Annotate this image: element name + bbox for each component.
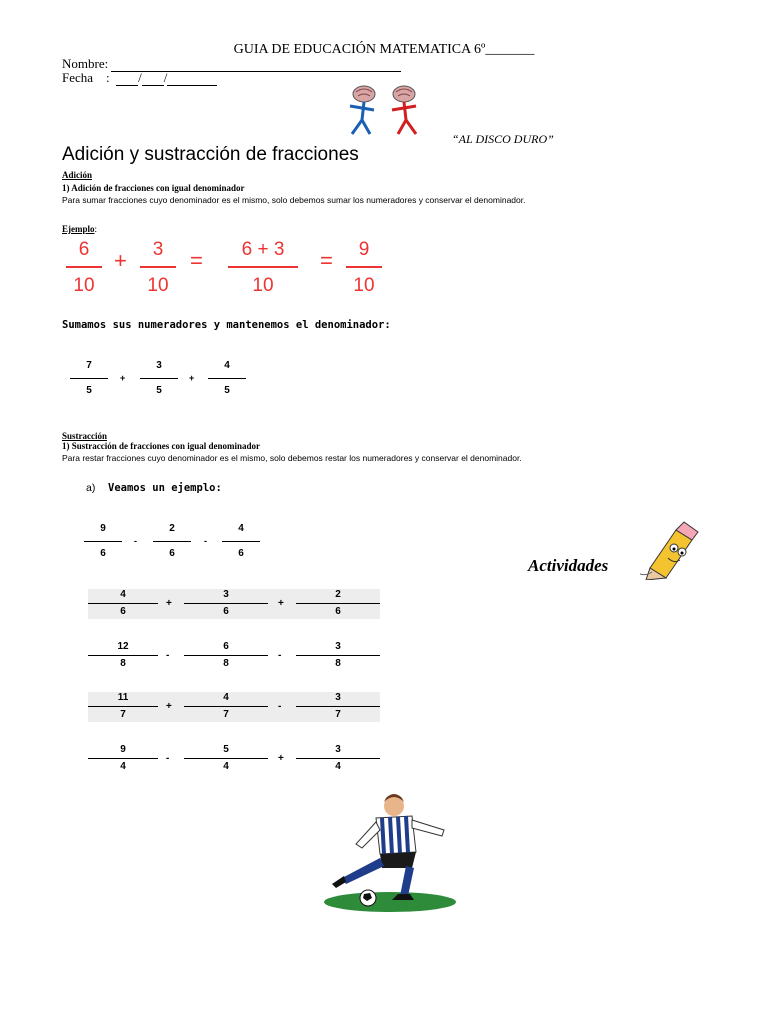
exercise-fraction — [222, 523, 260, 560]
denominator: 5 — [156, 385, 162, 396]
activity-fraction[interactable]: 5 4 — [184, 744, 268, 773]
activity-row — [88, 692, 380, 722]
plus-sign: + — [114, 248, 127, 273]
exercise-fraction — [140, 360, 178, 397]
date-separator: / — [138, 70, 142, 85]
numerator: 4 — [238, 523, 244, 534]
plus-sign: + — [278, 753, 284, 764]
date-year-field[interactable] — [167, 72, 217, 86]
example-fraction-3 — [228, 238, 298, 298]
activity-fraction[interactable]: 4 7 — [184, 692, 268, 721]
plus-sign: + — [166, 701, 172, 712]
activity-fraction[interactable]: 12 8 — [88, 641, 158, 670]
fraction-bar — [140, 378, 178, 379]
denominator: 6 — [238, 548, 244, 559]
exercise-fraction — [84, 523, 122, 560]
date-month-field[interactable] — [142, 72, 164, 86]
minus-sign: - — [134, 536, 137, 546]
activity-row — [88, 589, 380, 619]
activity-fraction[interactable]: 3 4 — [296, 744, 380, 773]
fraction-bar — [140, 266, 176, 268]
numerator: 7 — [86, 360, 92, 371]
numerator: 6 — [78, 239, 90, 260]
activity-fraction[interactable]: 4 6 — [88, 589, 158, 618]
addition-label: Adición — [62, 170, 93, 180]
plus-sign: + — [189, 373, 195, 383]
numerator: 9 — [100, 523, 106, 534]
fraction-bar — [346, 266, 382, 268]
addition-subtitle: 1) Adición de fracciones con igual denominador — [62, 183, 245, 193]
example-label-row: Ejemplo: — [62, 224, 98, 234]
fraction-bar — [153, 541, 191, 542]
denominator: 10 — [353, 275, 375, 296]
date-row — [62, 70, 217, 86]
name-label: Nombre: — [62, 56, 112, 71]
motto: “AL DISCO DURO” — [452, 132, 554, 146]
minus-sign: - — [166, 650, 170, 661]
addition-explanation: Para sumar fracciones cuyo denominador es el mismo, solo debemos sumar los numeradores y conservar el denominador. — [62, 195, 526, 205]
date-label: Fecha : — [62, 70, 117, 85]
fraction-bar — [208, 378, 246, 379]
fraction-bar — [66, 266, 102, 268]
plus-sign: + — [120, 373, 126, 383]
denominator: 10 — [252, 275, 274, 296]
activity-fraction[interactable]: 2 6 — [296, 589, 380, 618]
numerator: 4 — [224, 360, 230, 371]
subtraction-explanation: Para restar fracciones cuyo denominador es el mismo, solo debemos restar los numeradores y conservar el denominador. — [62, 453, 522, 463]
exercise-fraction — [153, 523, 191, 560]
denominator: 5 — [86, 385, 92, 396]
activity-fraction[interactable]: 11 7 — [88, 692, 158, 721]
activity-fraction[interactable]: 3 6 — [184, 589, 268, 618]
numerator: 3 — [152, 239, 164, 260]
plus-sign: + — [166, 598, 172, 609]
minus-sign: - — [204, 536, 207, 546]
numerator: 6 + 3 — [241, 239, 285, 260]
subtraction-example-label: Veamos un ejemplo: — [108, 482, 222, 494]
activity-fraction[interactable]: 9 4 — [88, 744, 158, 773]
minus-sign: - — [166, 753, 170, 764]
numerator: 3 — [156, 360, 162, 371]
minus-sign: - — [278, 650, 282, 661]
numerator: 2 — [169, 523, 175, 534]
fraction-bar — [228, 266, 298, 268]
date-day-field[interactable] — [116, 72, 138, 86]
activity-row — [88, 641, 380, 671]
denominator: 10 — [73, 275, 95, 296]
denominator: 6 — [100, 548, 106, 559]
soccer-player-icon — [322, 792, 464, 914]
worksheet-title: GUIA DE EDUCACIÓN MATEMATICA 6º_______ — [233, 42, 535, 57]
brain-stick-figures-icon — [340, 84, 440, 140]
list-marker: a) — [86, 482, 96, 494]
subtraction-subtitle: 1) Sustracción de fracciones con igual denominador — [62, 441, 260, 451]
fraction-bar — [84, 541, 122, 542]
equals-sign: = — [320, 248, 333, 273]
exercise-fraction — [208, 360, 246, 397]
activities-title: Actividades — [528, 556, 609, 575]
pencil-mascot-icon — [636, 518, 708, 580]
subtraction-label: Sustracción — [62, 431, 107, 441]
activity-fraction[interactable]: 6 8 — [184, 641, 268, 670]
example-fraction-4 — [346, 238, 382, 298]
activity-fraction[interactable]: 3 8 — [296, 641, 380, 670]
page-heading: Adición y sustracción de fracciones — [62, 144, 359, 165]
activity-row — [88, 744, 380, 774]
date-separator: / — [163, 70, 168, 85]
denominator: 5 — [224, 385, 230, 396]
minus-sign: - — [278, 701, 282, 712]
activity-fraction[interactable]: 3 7 — [296, 692, 380, 721]
plus-sign: + — [278, 598, 284, 609]
numerator: 9 — [358, 239, 370, 260]
addition-instruction: Sumamos sus numeradores y mantenemos el denominador: — [62, 319, 391, 331]
exercise-fraction — [70, 360, 108, 397]
fraction-bar — [222, 541, 260, 542]
denominator: 10 — [147, 275, 169, 296]
example-fraction-2 — [140, 238, 176, 298]
example-label: Ejemplo — [62, 224, 95, 234]
example-fraction-1 — [66, 238, 102, 298]
denominator: 6 — [169, 548, 175, 559]
equals-sign: = — [190, 248, 203, 273]
fraction-bar — [70, 378, 108, 379]
